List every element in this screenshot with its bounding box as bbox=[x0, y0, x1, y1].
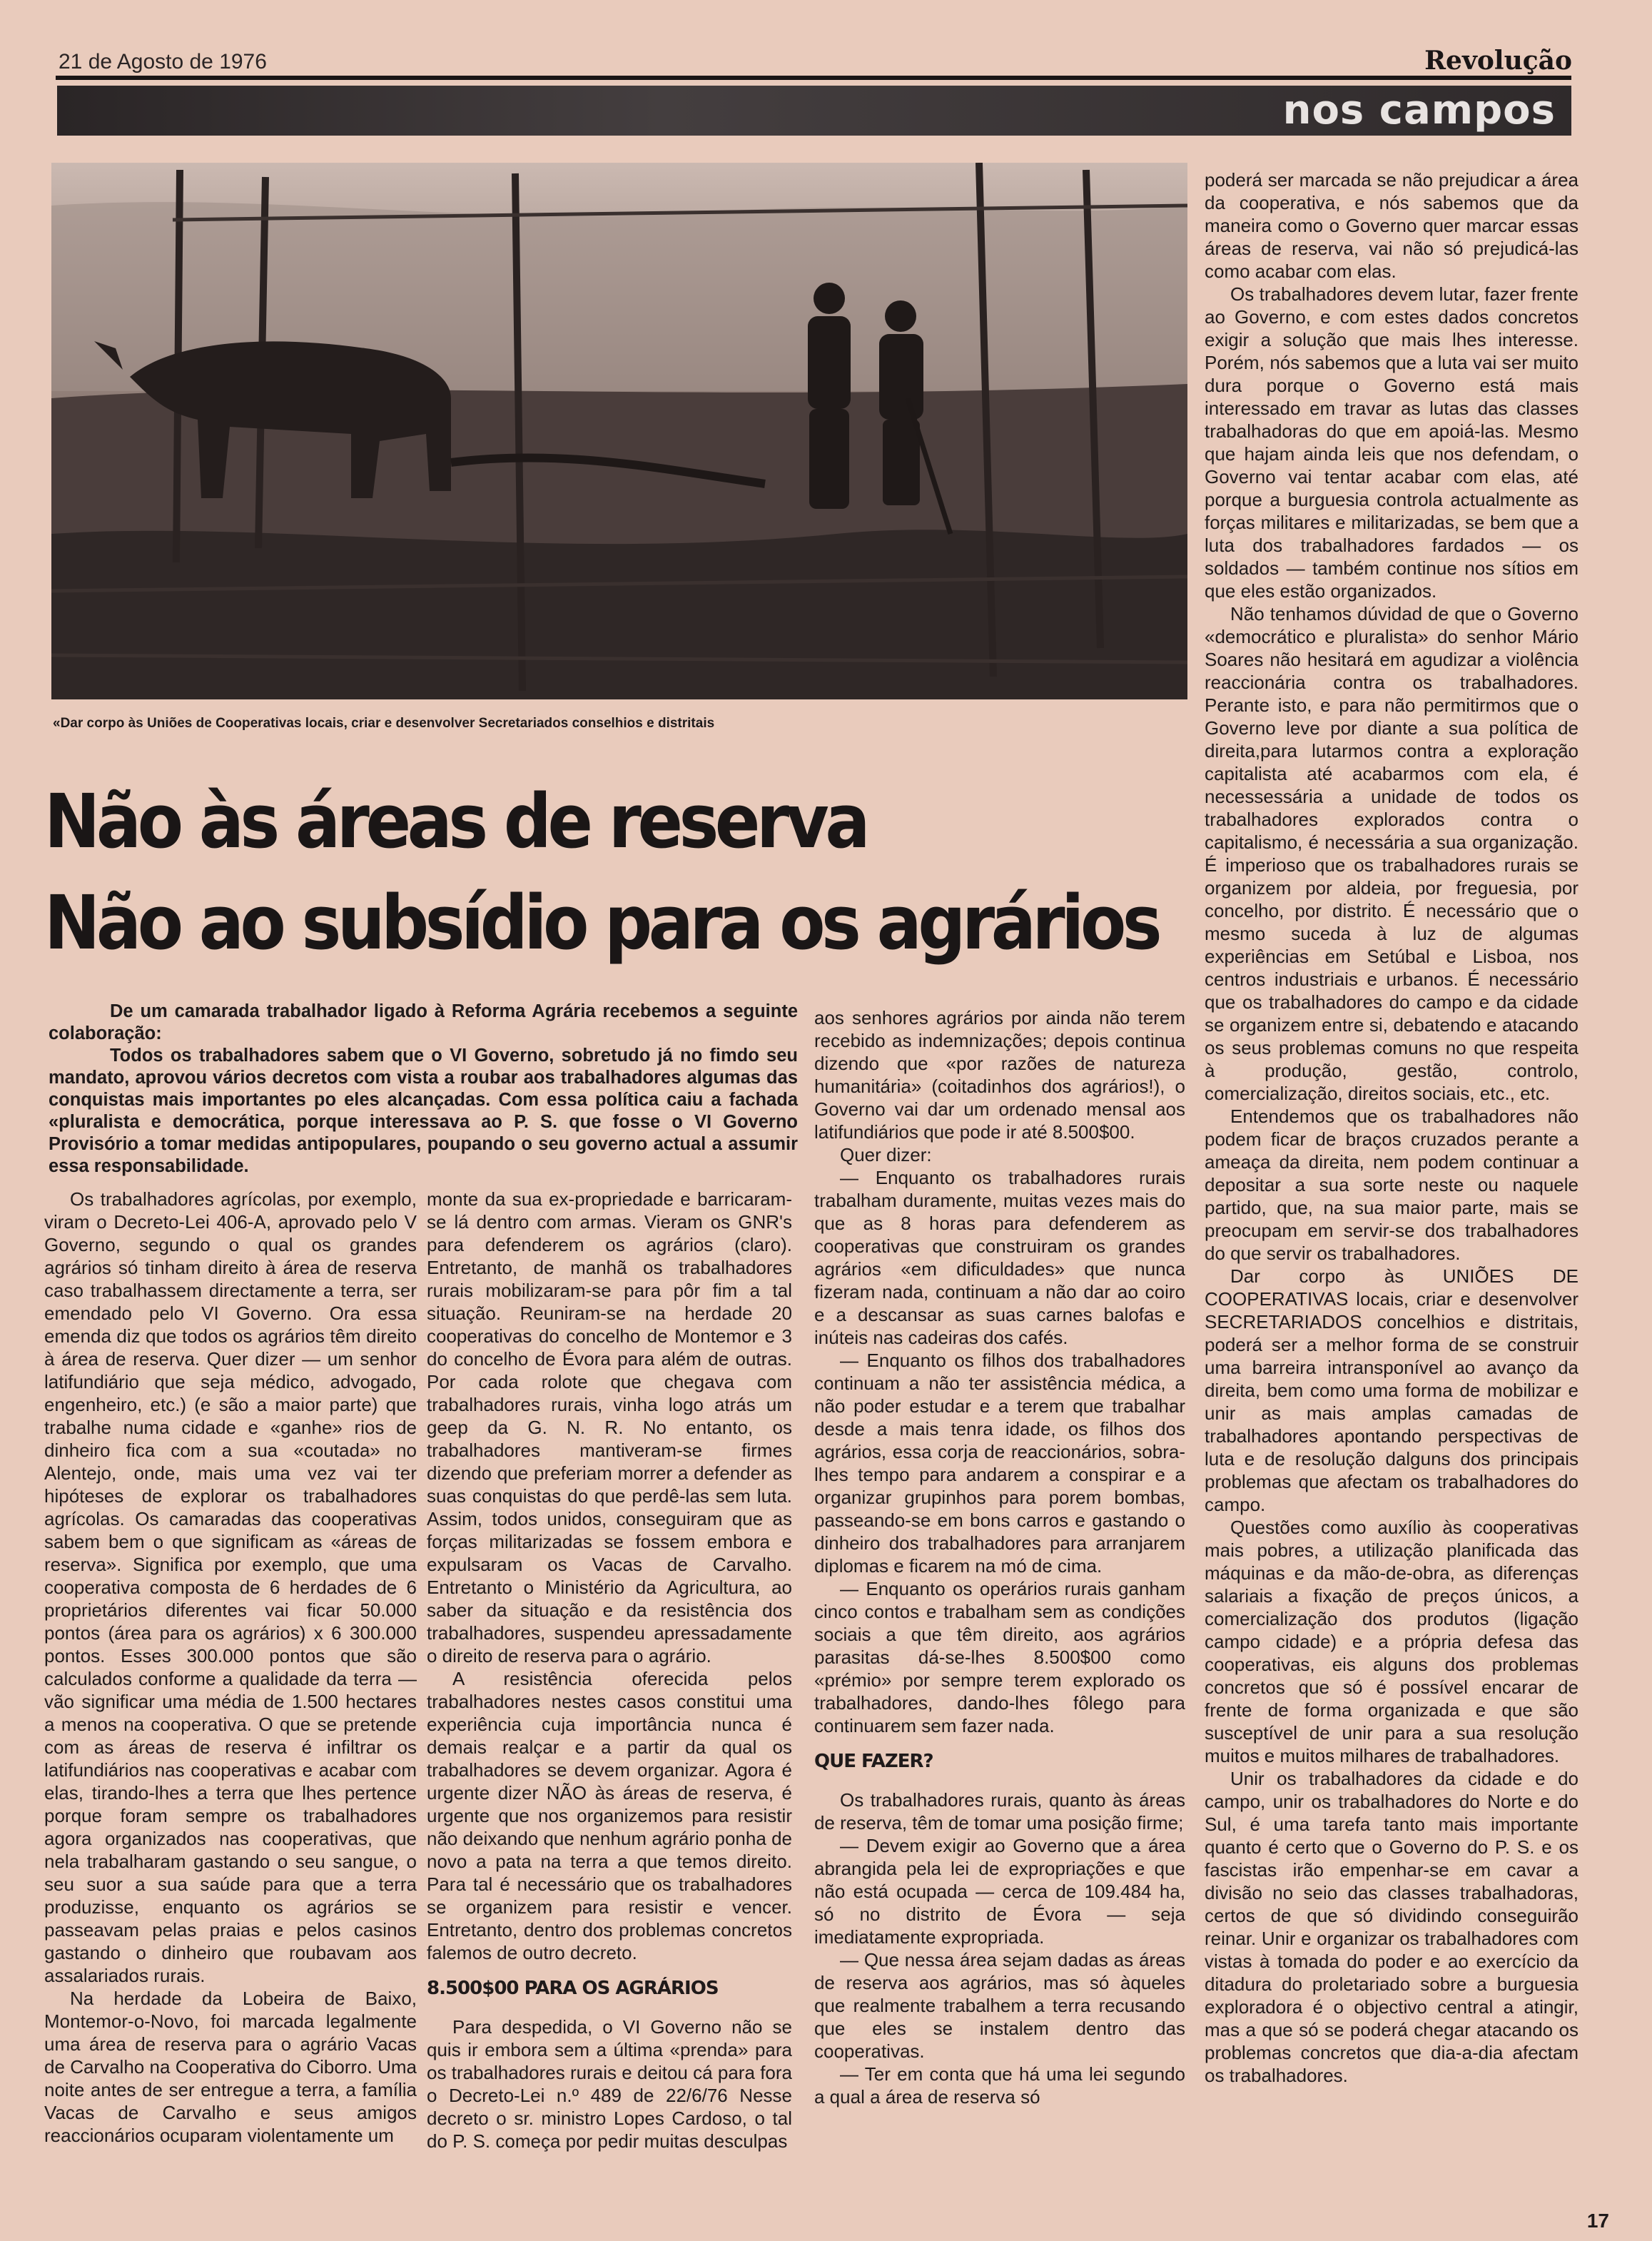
body-paragraph: — Ter em conta que há uma lei segundo a qual a área de reserva só bbox=[814, 2063, 1185, 2108]
body-paragraph: — Enquanto os trabalhadores rurais trabalham duramente, muitas vezes mais do que as 8 horas para defenderem as cooperativas que construiram os grandes agrários «em dificuldades» que nunca fizeram nada, continuam a não dar ao coiro e a descansar as suas carnes balofas e inúteis nas cadeiras dos cafés. bbox=[814, 1167, 1185, 1348]
body-paragraph: — Enquanto os filhos dos trabalhadores continuam a não ter assistência médica, a não poder estudar e a terem que trabalhar desde a mais tenra idade, os filhos dos agrários, essa corja de reaccionários, sobra-lhes tempo para andarem a conspirar e a organizar grupinhos para porem bombas, passeando-se em bons carros e gastando o dinheiro dos trabalhadores para arranjarem diplomas e ficarem na mó de cima. bbox=[814, 1350, 1185, 1577]
body-paragraph: Quer dizer: bbox=[840, 1144, 932, 1165]
text-column-3 bbox=[814, 1006, 1185, 2108]
headline-line-1: Não às áreas de reserva bbox=[44, 778, 867, 865]
body-paragraph: — Devem exigir ao Governo que a área abrangida pela lei de expropriações e que não está ocupada — cerca de 109.484 ha, só no distrito de Évora — seja imediatamente expropriada. bbox=[814, 1835, 1185, 1948]
intro-paragraph: Todos os trabalhadores sabem que o VI Governo, sobretudo já no fimdo seu mandato, aprovou vários decretos com vista a roubar aos trabalhadores algumas das conquistas mais importantes po eles alcançadas. Com essa política caiu a fachada «pluralista e democrática, porque interessava ao P. S. que fosse o VI Governo Provisório a tomar medidas antipopulares, poupando o seu governo actual a assumir essa responsabilidade. bbox=[49, 1046, 798, 1176]
header-rule bbox=[56, 76, 1571, 80]
body-paragraph: monte da sua ex-propriedade e barricaram-se lá dentro com armas. Vieram os GNR's para defenderem os agrários (claro). Entretanto, de manhã os trabalhadores rurais mobilizaram-se para pôr fim a tal situação. Reuniram-se na herdade 20 cooperativas do concelho de Montemor e 3 do concelho de Évora para além de outras. Por cada rolote que chegava com trabalhadores rurais, vinha logo atrás um geep da G. N. R. No entanto, os trabalhadores mantiveram-se firmes dizendo que preferiam morrer a defender as suas conquistas do que perdê-las sem luta. Assim, todos unidos, conseguiram que as forças militarizadas se fossem embora e expulsaram os Vacas de Carvalho. Entretanto o Ministério da Agricultura, ao saber da situação e da resistência dos trabalhadores, suspendeu apressadamente o direito de reserva para o agrário. bbox=[427, 1188, 792, 1666]
body-paragraph: A resistência oferecida pelos trabalhadores nestes casos constitui uma experiência cuja importância nunca é demais realçar e a partir da qual os trabalhadores se devem organizar. Agora é urgente dizer NÃO às áreas de reserva, é urgente que nos organizemos para resistir não deixando que nenhum agrário ponha de novo a pata na terra a que temos direito. Para tal é necessário que os trabalhadores se organizem para resistir e vencer. Entretanto, dentro dos problemas concretos falemos de outro decreto. bbox=[427, 1668, 792, 1963]
masthead: Revolução bbox=[1424, 46, 1572, 76]
body-paragraph: Para despedida, o VI Governo não se quis ir embora sem a última «prenda» para os trabalhadores rurais e deitou cá para fora o Decreto-Lei n.º 489 de 22/6/76 Nesse decreto o sr. ministro Lopes Cardoso, o tal do P. S. começa por pedir muitas desculpas bbox=[427, 2016, 792, 2152]
body-paragraph: Questões como auxílio às cooperativas mais pobres, a utilização planificada das máquinas e da mão-de-obra, as diferenças salariais a fixação de preços únicos, a comercialização dos produtos (ligação campo cidade) e a própria defesa das cooperativas, eis alguns dos problemas concretos que só é possível encarar de frente de forma organizada e que são susceptível de unir para a sua resolução muitos e muitos milhares de trabalhadores. bbox=[1205, 1517, 1578, 1766]
intro-paragraph: De um camarada trabalhador ligado à Reforma Agrária recebemos a seguinte colaboração: bbox=[49, 1001, 798, 1043]
body-paragraph: — Enquanto os operários rurais ganham cinco contos e trabalham sem as condições sociais a que têm direito, aos agrários parasitas dá-se-lhes 8.500$00 como «prémio» por sempre terem explorado os trabalhadores, dando-lhes fôlego para continuarem sem fazer nada. bbox=[814, 1578, 1185, 1736]
subheading: QUE FAZER? bbox=[814, 1751, 933, 1772]
section-banner bbox=[57, 86, 1571, 136]
section-label: nos campos bbox=[1282, 87, 1556, 133]
photo-caption: «Dar corpo às Uniões de Cooperativas locais, criar e desenvolver Secretariados conselhios e distritais bbox=[53, 716, 715, 731]
text-column-1 bbox=[44, 1188, 417, 2147]
body-paragraph: Na herdade da Lobeira de Baixo, Montemor-o-Novo, foi marcada legalmente uma área de reserva para o agrário Vacas de Carvalho na Cooperativa do Ciborro. Uma noite antes de ser entregue a terra, a família Vacas de Carvalho e seus amigos reaccionários ocuparam violentamente um bbox=[44, 1988, 417, 2146]
article-photo bbox=[51, 163, 1187, 699]
text-column-4 bbox=[1205, 168, 1578, 2087]
headline-line-2: Não ao subsídio para os agrários bbox=[44, 879, 1159, 966]
article-intro bbox=[49, 1001, 798, 1178]
page-number: 17 bbox=[1586, 2210, 1609, 2232]
body-paragraph: Os trabalhadores agrícolas, por exemplo, viram o Decreto-Lei 406-A, aprovado pelo V Governo, segundo o qual os grandes agrários só tinham direito à área de reserva caso trabalhassem directamente a terra, ser emendado pelo VI Governo. Ora essa emenda diz que todos os agrários têm direito à área de reserva. Quer dizer — um senhor latifundiário que seja médico, advogado, engenheiro, etc.) (e são a maior parte) que trabalhe numa cidade e «ganhe» rios de dinheiro fica com a sua «coutada» no Alentejo, onde, mais uma vez vai ter hipóteses de explorar os trabalhadores agrícolas. Os camaradas das cooperativas sabem bem o que significam as «áreas de reserva». Significa por exemplo, que uma cooperativa composta de 6 herdades de 6 proprietários diferentes vai ficar 50.000 pontos (área para os agrários) x 6 300.000 pontos. Esses 300.000 pontos que são calculados conforme a qualidade da terra — vão significar uma média de 1.500 hectares a menos na cooperativa. O que se pretende com as áreas de reserva é infiltrar os latifundiários nas cooperativas e acabar com elas, tirando-lhes a terra que lhes pertence porque foram sempre os trabalhadores agora organizados nas cooperativas, que nela trabalharam gastando o seu sangue, o seu suor a sua saúde para que a terra produzisse, enquanto os agrários se passeavam pelas praias e pelos casinos gastando o dinheiro que roubavam aos assalariados rurais. bbox=[44, 1188, 417, 1986]
text-column-2 bbox=[427, 1188, 792, 2153]
body-paragraph: Unir os trabalhadores da cidade e do campo, unir os trabalhadores do Norte e do Sul, é uma tarefa tanto mais importante quanto é certo que o Governo do P. S. e os fascistas irão empenhar-se em cavar a divisão no seio das classes trabalhadoras, certos de que só dividindo conseguirão reinar. Unir e organizar os trabalhadores com vistas à tomada do poder e ao exercício da ditadura do proletariado sobre a burguesia exploradora é o objectivo central a atingir, mas a que só se poderá chegar atacando os problemas concretos que dia-a-dia afectam os trabalhadores. bbox=[1205, 1768, 1578, 2086]
body-paragraph: — Que nessa área sejam dadas as áreas de reserva aos agrários, mas só àqueles que realmente trabalhem a terra recusando que eles se instalem dentro das cooperativas. bbox=[814, 1949, 1185, 2062]
body-paragraph: aos senhores agrários por ainda não terem recebido as indemnizações; depois continua dizendo que «por razões de natureza humanitária» (coitadinhos dos agrários!), o Governo vai dar um ordenado mensal aos latifundiários que pode ir até 8.500$00. bbox=[814, 1007, 1185, 1143]
subheading: 8.500$00 PARA OS AGRÁRIOS bbox=[427, 1978, 719, 1999]
body-paragraph: Dar corpo às UNIÕES DE COOPERATIVAS locais, criar e desenvolver SECRETARIADOS concelhios e distritais, poderá ser a melhor forma de se construir uma barreira intransponível ao avanço da direita, bem como uma forma de mobilizar e unir as mais amplas camadas de trabalhadores apontando perspectivas de luta e de resolução dalguns dos principais problemas que afectam os trabalhadores do campo. bbox=[1205, 1265, 1578, 1515]
body-paragraph: Entendemos que os trabalhadores não podem ficar de braços cruzados perante a ameaça da direita, nem podem continuar a depositar a sua sorte neste ou naquele partido, que, na sua maior parte, mais se preocupam em servir-se dos trabalhadores do que servir os trabalhadores. bbox=[1205, 1106, 1578, 1264]
body-paragraph: Os trabalhadores rurais, quanto às áreas de reserva, têm de tomar uma posição firme; bbox=[814, 1789, 1185, 1833]
body-paragraph: Não tenhamos dúvidad de que o Governo «democrático e pluralista» do senhor Mário Soares não hesitará em agudizar a violência reaccionária contra os trabalhadores. Perante isto, e para não permitirmos que o Governo leve por diante a sua política de direita,para lutarmos contra a exploração capitalista até acabarmos com ela, é necessessária a unidade de todos os trabalhadores explorados contra o capitalismo, é necessária a sua organização. É imperioso que os trabalhadores rurais se organizem por aldeia, por freguesia, por concelho, por distrito. É necessário que o mesmo suceda à luz de algumas experiências em Setúbal e Lisboa, nos centros industriais e urbanos. É necessário que os trabalhadores do campo e da cidade se organizem entre si, debatendo e atacando os seus problemas comuns no que respeita à produção, gestão, controlo, comercialização, direitos sociais, etc., etc. bbox=[1205, 603, 1578, 1104]
body-paragraph: poderá ser marcada se não prejudicar a área da cooperativa, e nós sabemos que da maneira como o Governo quer marcar essas áreas de reserva, vai não só prejudicá-las como acabar com elas. bbox=[1205, 169, 1578, 282]
body-paragraph: Os trabalhadores devem lutar, fazer frente ao Governo, e com estes dados concretos exigir a solução que mais lhes interesse. Porém, nós sabemos que a luta vai ser muito dura porque o Governo está mais interessado em travar as lutas das classes trabalhadoras do que em apoiá-las. Mesmo que hajam ainda leis que nos defendam, o Governo vai tentar acabar com elas, até porque a burguesia controla actualmente as forças militares e militarizadas, se bem que a luta dos trabalhadores fardados — os soldados — também continue nos sítios em que eles estão organizados. bbox=[1205, 283, 1578, 602]
issue-date: 21 de Agosto de 1976 bbox=[59, 50, 267, 74]
